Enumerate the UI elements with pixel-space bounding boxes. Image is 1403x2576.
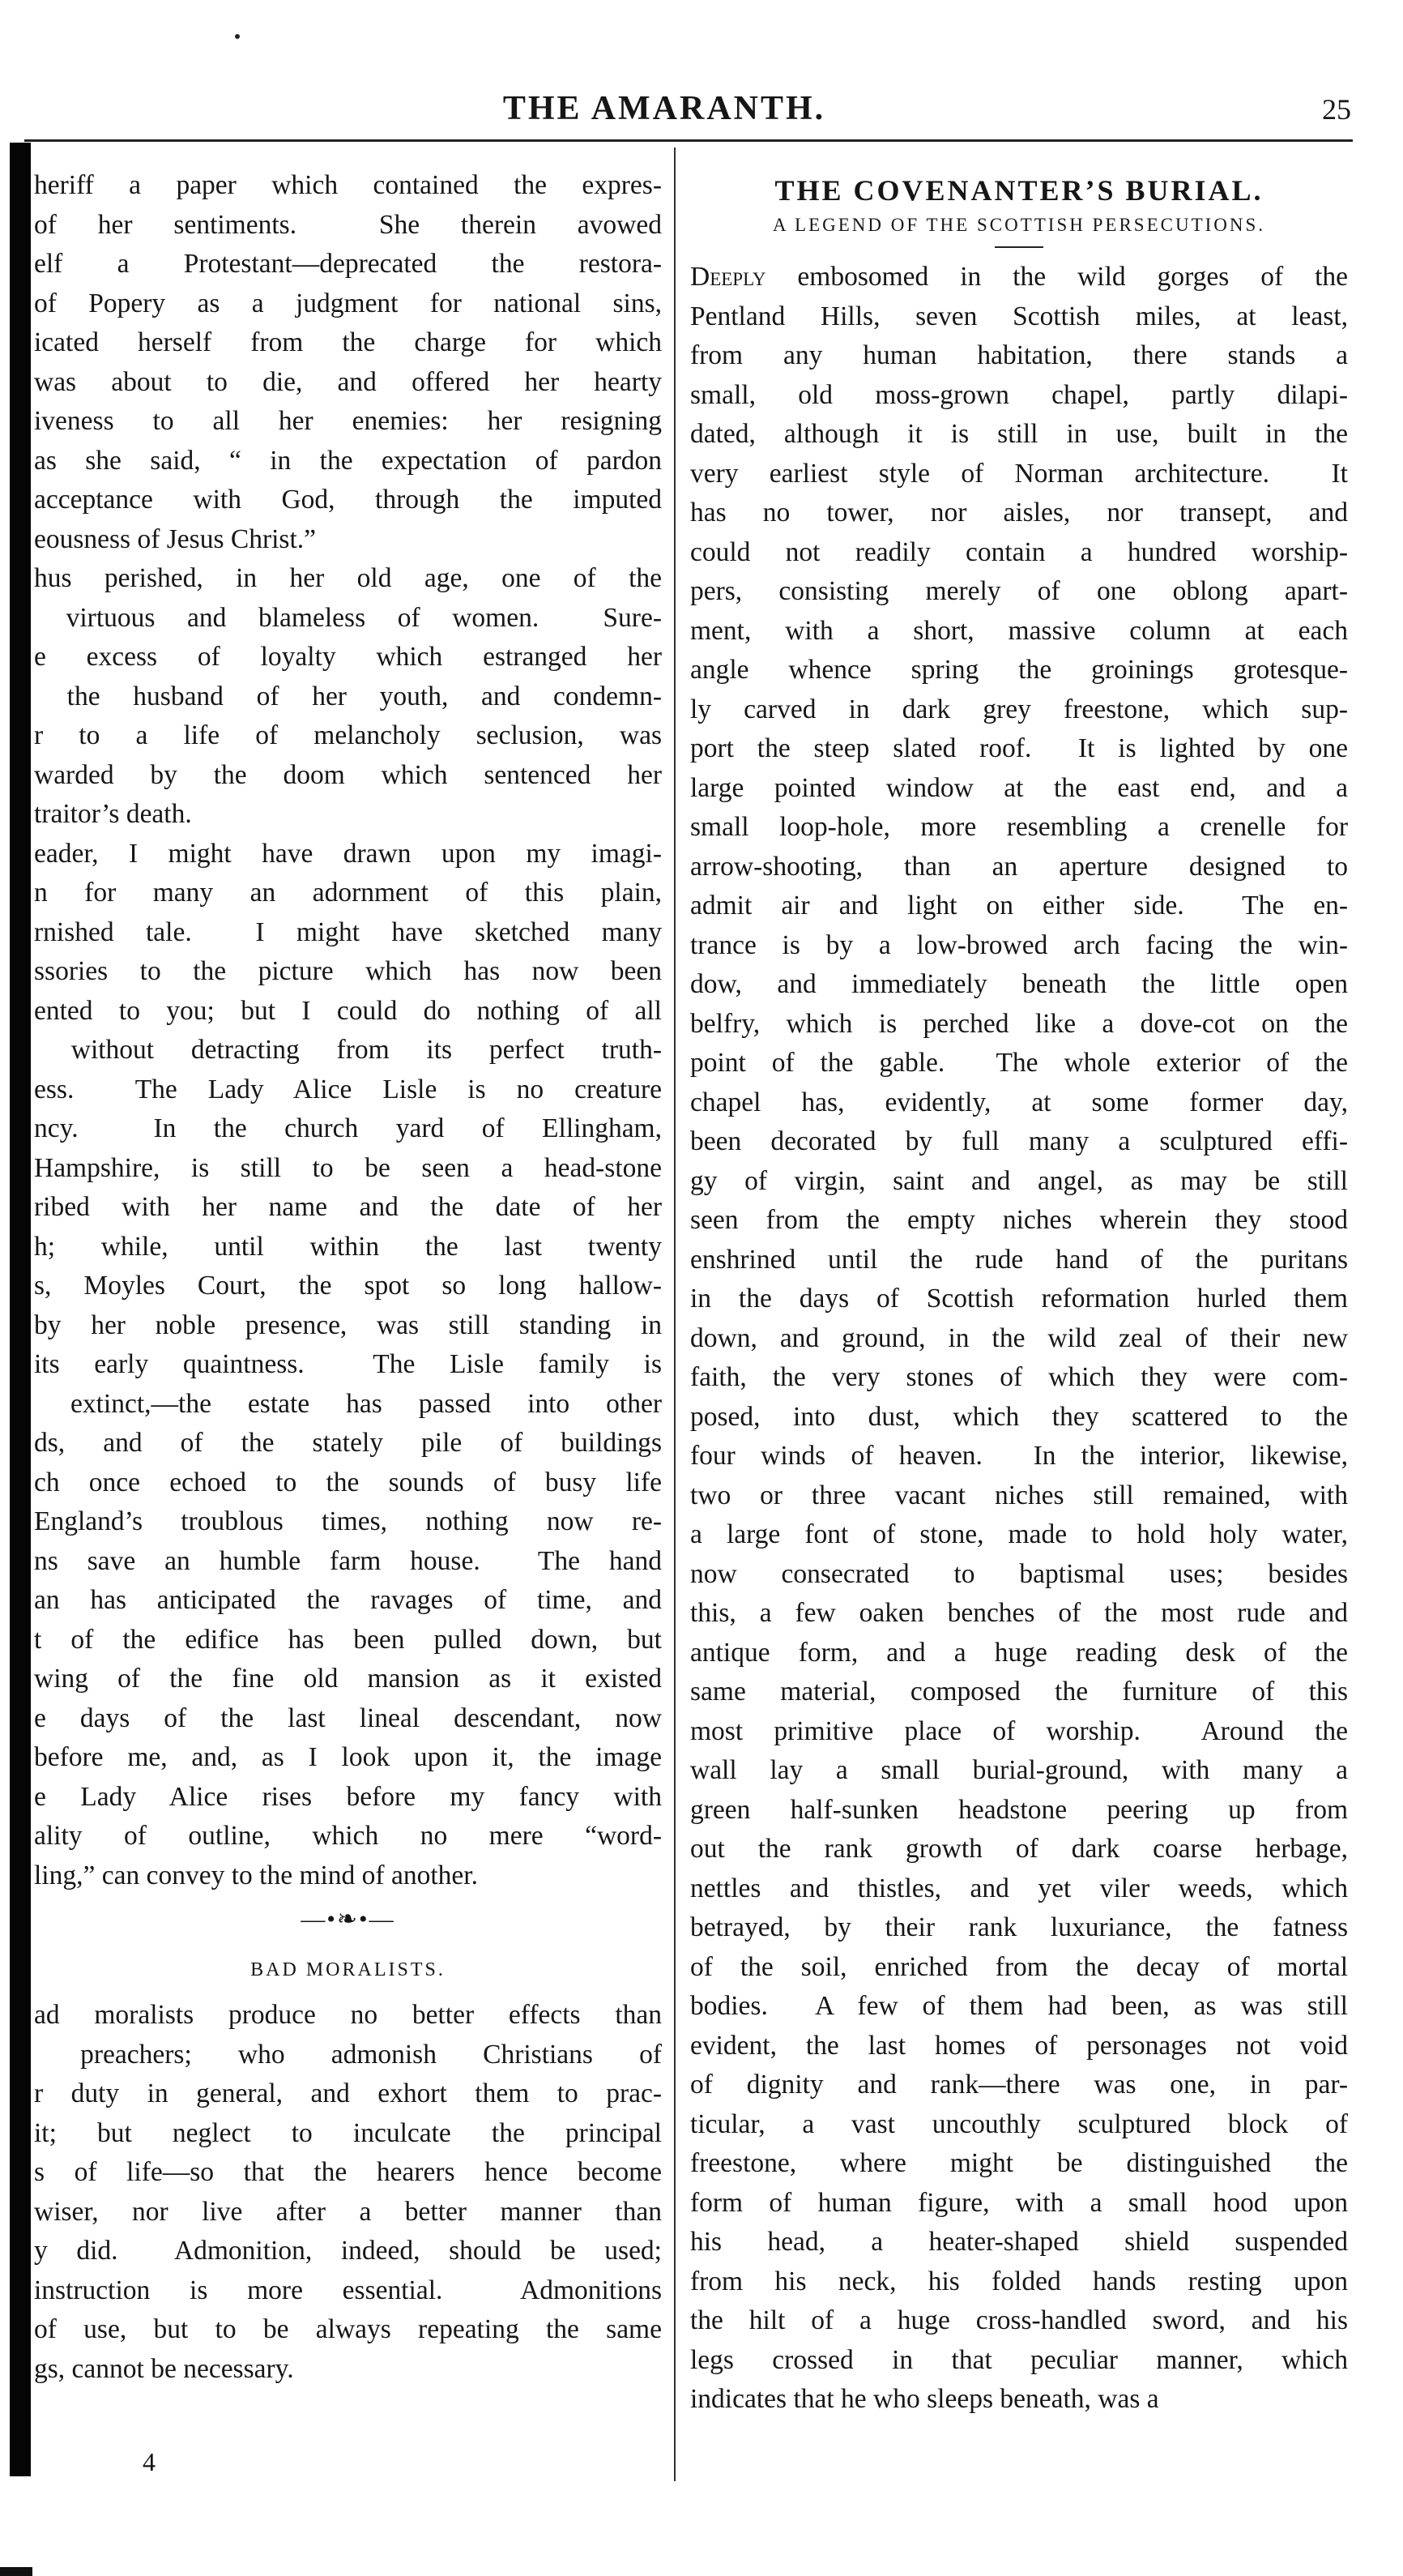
- header-rule: [24, 139, 1353, 142]
- text-line: n for many an adornment of this plain,: [34, 878, 662, 908]
- text-line: point of the gable. The whole exterior of the: [690, 1048, 1348, 1078]
- running-head: [0, 89, 1403, 138]
- text-line: ly carved in dark grey freestone, which sup-: [690, 694, 1348, 724]
- text-line: ad moralists produce no better effects than: [34, 2000, 662, 2030]
- text-line: freestone, where might be distinguished the: [690, 2148, 1348, 2178]
- text-line: bodies. A few of them had been, as was still: [690, 1991, 1348, 2021]
- text-line: enshrined until the rude hand of the puritans: [690, 1244, 1348, 1275]
- text-line: been decorated by full many a sculptured effi-: [690, 1126, 1348, 1156]
- text-line: his head, a heater-shaped shield suspended: [690, 2227, 1348, 2257]
- text-line: arrow-shooting, than an aperture designed to: [690, 851, 1348, 882]
- section-ornament: —•❧•—: [301, 1906, 395, 1933]
- page-number: 25: [1322, 93, 1351, 126]
- text-line: instruction is more essential. Admonitions: [34, 2275, 662, 2305]
- text-line: two or three vacant niches still remained, with: [690, 1480, 1348, 1510]
- text-line: antique form, and a huge reading desk of the: [690, 1637, 1348, 1668]
- text-line: wall lay a small burial-ground, with many a: [690, 1755, 1348, 1785]
- text-line: ticular, a vast uncouthly sculptured block of: [690, 2108, 1348, 2139]
- text-line: port the steep slated roof. It is lighted by one: [690, 733, 1348, 763]
- text-line: ribed with her name and the date of her: [34, 1192, 662, 1222]
- text-line: before me, and, as I look upon it, the image: [34, 1742, 662, 1772]
- first-line-text: embosomed in the wild gorges of the: [765, 262, 1348, 292]
- text-line: ality of outline, which no mere “word-: [34, 1821, 662, 1851]
- text-line: dated, although it is still in use, built in the: [690, 419, 1348, 449]
- text-line: green half-sunken headstone peering up from: [690, 1794, 1348, 1825]
- text-line: ess. The Lady Alice Lisle is no creature: [34, 1074, 662, 1104]
- right-column: [690, 172, 1348, 2420]
- text-line: e excess of loyalty which estranged her: [34, 642, 662, 672]
- text-line: has no tower, nor aisles, nor transept, and: [690, 498, 1348, 528]
- text-line: rnished tale. I might have sketched many: [34, 916, 662, 947]
- text-line: small, old moss-grown chapel, partly dilapi-: [690, 379, 1348, 410]
- text-line: wiser, nor live after a better manner than: [34, 2196, 662, 2227]
- text-line: out the rank growth of dark coarse herbage,: [690, 1834, 1348, 1864]
- text-line: elf a Protestant—deprecated the restora-: [34, 249, 662, 279]
- article-first-line: [690, 258, 1348, 297]
- text-line: large pointed window at the east end, and a: [690, 772, 1348, 803]
- text-line: chapel has, evidently, at some former day,: [690, 1087, 1348, 1117]
- dropcap-word: Deeply: [690, 262, 766, 292]
- running-title: THE AMARANTH.: [502, 90, 826, 127]
- bad-moralists-heading: BAD MORALISTS.: [250, 1959, 446, 1980]
- text-line: could not readily contain a hundred worship-: [690, 536, 1348, 567]
- text-line: icated herself from the charge for which: [34, 327, 662, 357]
- text-line: it; but neglect to inculcate the principal: [34, 2117, 662, 2148]
- text-line: traitor’s death.: [34, 799, 192, 829]
- left-text-continuation: [34, 166, 662, 1895]
- text-line: admit air and light on either side. The en-: [690, 891, 1348, 921]
- text-line: nettles and thistles, and yet viler weeds, which: [690, 1873, 1348, 1903]
- text-line: faith, the very stones of which they were com-: [690, 1362, 1348, 1392]
- text-line: acceptance with God, through the imputed: [34, 485, 662, 515]
- text-line: now consecrated to baptismal uses; besides: [690, 1558, 1348, 1589]
- text-line: r to a life of melancholy seclusion, was: [34, 720, 662, 750]
- text-line: ch once echoed to the sounds of busy life: [34, 1467, 662, 1497]
- text-line: ented to you; but I could do nothing of all: [34, 995, 662, 1026]
- text-line: seen from the empty niches wherein they stood: [690, 1205, 1348, 1235]
- text-line: ds, and of the stately pile of buildings: [34, 1428, 662, 1458]
- binding-shadow: [10, 143, 31, 2476]
- scan-edge-shadow: [0, 2567, 32, 2576]
- text-line: t of the edifice has been pulled down, but: [34, 1624, 662, 1655]
- text-line: indicates that he who sleeps beneath, was a: [690, 2384, 1159, 2414]
- article-subtitle: A LEGEND OF THE SCOTTISH PERSECUTIONS.: [772, 215, 1266, 235]
- text-line: betrayed, by their rank luxuriance, the fatness: [690, 1912, 1348, 1942]
- text-line: its early quaintness. The Lisle family is: [34, 1349, 662, 1379]
- text-line: of dignity and rank—there was one, in par-: [690, 2070, 1348, 2100]
- text-line: extinct,—the estate has passed into other: [34, 1388, 662, 1419]
- text-line: dow, and immediately beneath the little open: [690, 969, 1348, 999]
- text-line: warded by the doom which sentenced her: [34, 759, 662, 790]
- text-line: same material, composed the furniture of this: [690, 1677, 1348, 1707]
- text-line: eousness of Jesus Christ.”: [34, 523, 317, 554]
- ink-speck: [235, 34, 240, 39]
- column-divider: [674, 147, 676, 2481]
- text-line: England’s troublous times, nothing now re-: [34, 1506, 662, 1536]
- text-line: pers, consisting merely of one oblong apart-: [690, 576, 1348, 606]
- text-line: of her sentiments. She therein avowed: [34, 209, 662, 240]
- text-line: e Lady Alice rises before my fancy with: [34, 1781, 662, 1812]
- text-line: gy of virgin, saint and angel, as may be still: [690, 1165, 1348, 1196]
- text-line: s of life—so that the hearers hence become: [34, 2157, 662, 2187]
- text-line: r duty in general, and exhort them to prac-: [34, 2078, 662, 2108]
- text-line: ssories to the picture which has now been: [34, 956, 662, 986]
- text-line: this, a few oaken benches of the most rude and: [690, 1598, 1348, 1628]
- text-line: of the soil, enriched from the decay of mortal: [690, 1951, 1348, 1982]
- text-line: the hilt of a huge cross-handled sword, and his: [690, 2305, 1348, 2335]
- title-rule: [995, 246, 1043, 248]
- text-line: posed, into dust, which they scattered to the: [690, 1401, 1348, 1432]
- text-line: Hampshire, is still to be seen a head-stone: [34, 1152, 662, 1183]
- text-line: ling,” can convey to the mind of another.: [34, 1860, 478, 1890]
- text-line: ment, with a short, massive column at each: [690, 615, 1348, 646]
- text-line: of Popery as a judgment for national sins,: [34, 288, 662, 318]
- text-line: h; while, until within the last twenty: [34, 1231, 662, 1262]
- text-line: most primitive place of worship. Around the: [690, 1715, 1348, 1746]
- text-line: trance is by a low-browed arch facing the win-: [690, 929, 1348, 960]
- text-line: legs crossed in that peculiar manner, which: [690, 2344, 1348, 2375]
- text-line: in the days of Scottish reformation hurled them: [690, 1284, 1348, 1314]
- text-line: angle whence spring the groinings grotesque-: [690, 655, 1348, 685]
- article-body: [690, 297, 1348, 2420]
- text-line: wing of the fine old mansion as it existed: [34, 1664, 662, 1694]
- text-line: very earliest style of Norman architecture. It: [690, 458, 1348, 489]
- text-line: belfry, which is perched like a dove-cot on the: [690, 1008, 1348, 1039]
- article-title: THE COVENANTER’S BURIAL.: [774, 174, 1264, 207]
- text-line: heriff a paper which contained the expres-: [34, 170, 662, 200]
- left-column: [34, 166, 662, 2389]
- text-line: form of human figure, with a small hood upon: [690, 2187, 1348, 2218]
- text-line: without detracting from its perfect truth-: [34, 1035, 662, 1065]
- text-line: Pentland Hills, seven Scottish miles, at least,: [690, 301, 1348, 331]
- text-line: eader, I might have drawn upon my imagi-: [34, 838, 662, 869]
- text-line: an has anticipated the ravages of time, and: [34, 1585, 662, 1615]
- text-line: gs, cannot be necessary.: [34, 2353, 294, 2384]
- text-line: four winds of heaven. In the interior, likewise,: [690, 1441, 1348, 1471]
- text-line: was about to die, and offered her hearty: [34, 366, 662, 397]
- text-line: small loop-hole, more resembling a crenelle for: [690, 812, 1348, 842]
- text-line: virtuous and blameless of women. Sure-: [34, 602, 662, 633]
- text-line: from his neck, his folded hands resting upon: [690, 2266, 1348, 2296]
- text-line: evident, the last homes of personages not void: [690, 2030, 1348, 2061]
- text-line: as she said, “ in the expectation of pardon: [34, 445, 662, 476]
- text-line: s, Moyles Court, the spot so long hallow-: [34, 1271, 662, 1301]
- text-line: from any human habitation, there stands a: [690, 340, 1348, 370]
- text-line: iveness to all her enemies: her resigning: [34, 406, 662, 436]
- text-line: down, and ground, in the wild zeal of their new: [690, 1322, 1348, 1353]
- text-line: ncy. In the church yard of Ellingham,: [34, 1113, 662, 1143]
- text-line: y did. Admonition, indeed, should be used;: [34, 2236, 662, 2266]
- folio-mark: 4: [143, 2447, 156, 2476]
- text-line: preachers; who admonish Christians of: [34, 2039, 662, 2070]
- text-line: ns save an humble farm house. The hand: [34, 1545, 662, 1576]
- text-line: hus perished, in her old age, one of the: [34, 563, 662, 593]
- text-line: of use, but to be always repeating the same: [34, 2314, 662, 2344]
- text-line: the husband of her youth, and condemn-: [34, 681, 662, 711]
- bad-moralists-text: [34, 1996, 662, 2389]
- text-line: a large font of stone, made to hold holy water,: [690, 1519, 1348, 1549]
- text-line: by her noble presence, was still standing in: [34, 1309, 662, 1340]
- text-line: e days of the last lineal descendant, now: [34, 1702, 662, 1733]
